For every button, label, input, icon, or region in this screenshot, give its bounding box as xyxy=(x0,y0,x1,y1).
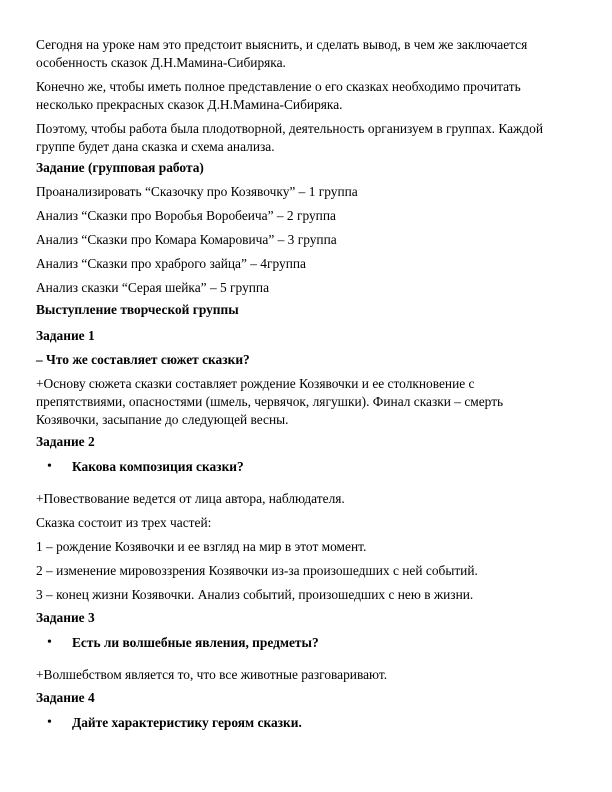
answer-line: +Волшебством является то, что все животные разговаривают. xyxy=(36,667,388,682)
paragraph-line: группе будет дана сказка и схема анализа. xyxy=(36,139,275,154)
group-assignment: Анализ сказки “Серая шейка” – 5 группа xyxy=(36,280,270,295)
task-question: – Что же составляет сюжет сказки? xyxy=(36,352,250,367)
group-assignment: Анализ “Сказки про храброго зайца” – 4группа xyxy=(36,256,306,271)
answer-line: Козявочки, засыпание до следующей весны. xyxy=(36,412,289,427)
answer-line: препятствиями, опасностями (шмель, червячок, лягушки). Финал сказки – смерть xyxy=(36,394,504,409)
task-heading: Задание 1 xyxy=(36,328,95,343)
answer-line: +Основу сюжета сказки составляет рождение Козявочки и ее столкновение с xyxy=(36,376,475,391)
group-assignment: Анализ “Сказки про Воробья Воробеича” – 2 группа xyxy=(36,208,336,223)
answer-line: +Повествование ведется от лица автора, наблюдателя. xyxy=(36,491,345,506)
answer-line: 2 – изменение мировоззрения Козявочки из-за произошедших с ней событий. xyxy=(36,563,478,578)
task-heading: Задание 4 xyxy=(36,690,95,705)
paragraph-line: несколько прекрасных сказок Д.Н.Мамина-Сибиряка. xyxy=(36,97,343,112)
paragraph-line: особенность сказок Д.Н.Мамина-Сибиряка. xyxy=(36,55,286,70)
section-heading: Выступление творческой группы xyxy=(36,302,239,317)
group-assignment: Проанализировать “Сказочку про Козявочку” – 1 группа xyxy=(36,184,358,199)
group-assignment: Анализ “Сказки про Комара Комаровича” – 3 группа xyxy=(36,232,337,247)
section-heading: Задание (групповая работа) xyxy=(36,160,204,175)
task-question: Какова композиция сказки? xyxy=(72,459,244,474)
paragraph-line: Конечно же, чтобы иметь полное представление о его сказках необходимо прочитать xyxy=(36,79,521,94)
task-heading: Задание 3 xyxy=(36,610,95,625)
task-question: Дайте характеристику героям сказки. xyxy=(72,715,302,730)
bullet-icon: • xyxy=(47,459,52,474)
answer-line: 3 – конец жизни Козявочки. Анализ событий, произошедших с нею в жизни. xyxy=(36,587,474,602)
task-question: Есть ли волшебные явления, предметы? xyxy=(72,635,319,650)
paragraph-line: Сегодня на уроке нам это предстоит выяснить, и сделать вывод, в чем же заключается xyxy=(36,37,528,52)
bullet-icon: • xyxy=(47,715,52,730)
bullet-icon: • xyxy=(47,635,52,650)
answer-line: 1 – рождение Козявочки и ее взгляд на мир в этот момент. xyxy=(36,539,367,554)
answer-line: Сказка состоит из трех частей: xyxy=(36,515,212,530)
paragraph-line: Поэтому, чтобы работа была плодотворной, деятельность организуем в группах. Каждой xyxy=(36,121,543,136)
task-heading: Задание 2 xyxy=(36,434,95,449)
